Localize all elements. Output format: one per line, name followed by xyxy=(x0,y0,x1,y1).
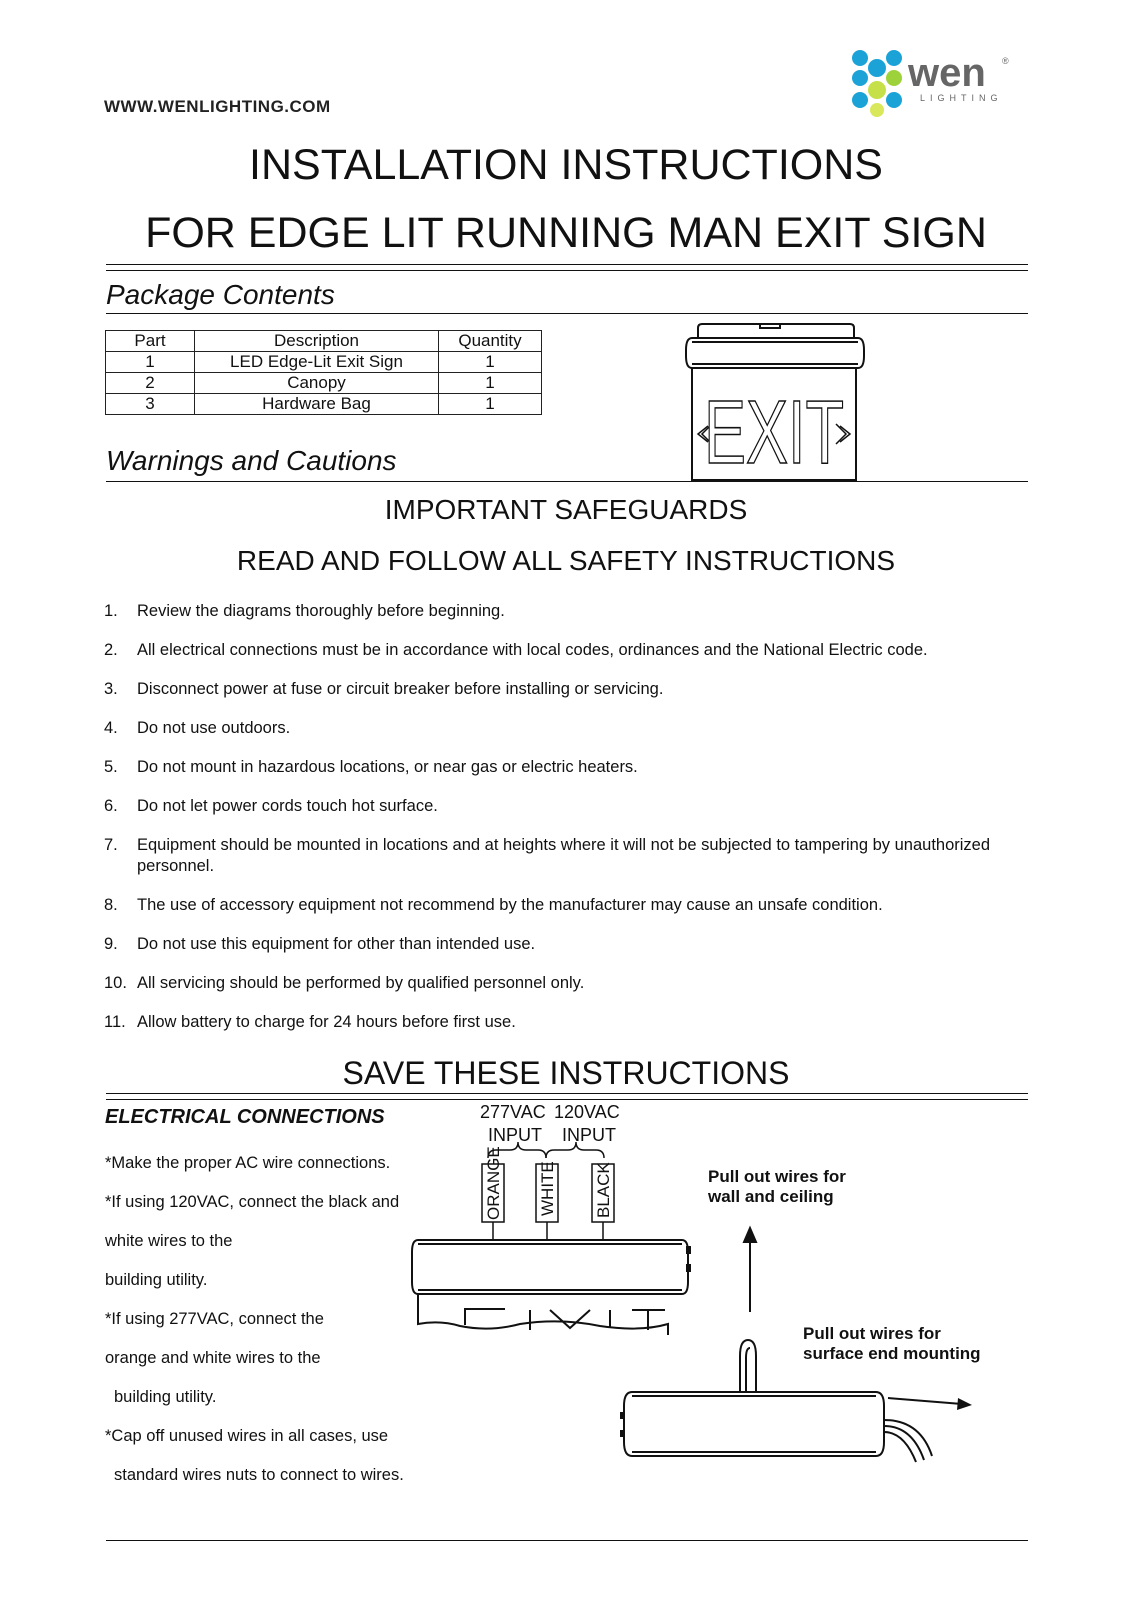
electrical-line: *If using 277VAC, connect the xyxy=(105,1310,324,1328)
electrical-line: building utility. xyxy=(114,1388,217,1406)
list-item: 4. Do not use outdoors. xyxy=(104,719,291,737)
exit-sign-illustration xyxy=(680,318,870,486)
svg-text:LIGHTING: LIGHTING xyxy=(920,93,1003,103)
up-arrow-icon xyxy=(744,1228,756,1242)
package-contents-table xyxy=(105,330,542,415)
warnings-heading: Warnings and Cautions xyxy=(106,445,397,476)
package-contents-heading: Package Contents xyxy=(106,279,335,310)
list-item: 1. Review the diagrams thoroughly before beginning. xyxy=(104,602,505,620)
wen-lighting-logo xyxy=(852,48,1032,118)
svg-text:Pull out wires for: Pull out wires for xyxy=(708,1167,846,1186)
svg-text:wall and ceiling: wall and ceiling xyxy=(708,1187,834,1206)
title-line-2: FOR EDGE LIT RUNNING MAN EXIT SIGN xyxy=(145,209,987,257)
wiring-diagram xyxy=(410,1100,1030,1500)
title-rule-bottom xyxy=(106,270,1028,271)
electrical-line: standard wires nuts to connect to wires. xyxy=(114,1466,404,1484)
table-cell: Hardware Bag xyxy=(195,394,439,415)
svg-text:INPUT: INPUT xyxy=(562,1125,616,1145)
table-cell: Canopy xyxy=(195,373,439,394)
logo-mark-icon xyxy=(852,50,902,117)
website-url: WWW.WENLIGHTING.COM xyxy=(104,97,331,116)
electrical-connections-heading: ELECTRICAL CONNECTIONS xyxy=(105,1106,385,1128)
svg-text:277VAC: 277VAC xyxy=(480,1102,546,1122)
package-rule xyxy=(106,313,1028,314)
footer-rule xyxy=(106,1540,1028,1541)
list-item: 6. Do not let power cords touch hot surface. xyxy=(104,797,438,815)
svg-text:ORANGE: ORANGE xyxy=(484,1146,503,1220)
list-item: 9. Do not use this equipment for other than intended use. xyxy=(104,935,536,953)
table-cell: 1 xyxy=(106,352,195,373)
table-cell: 1 xyxy=(439,373,542,394)
svg-text:120VAC: 120VAC xyxy=(554,1102,620,1122)
list-item: 2. All electrical connections must be in accordance with local codes, ordinances and the National Electric code. xyxy=(104,641,928,659)
list-item: 10. All servicing should be performed by qualified personnel only. xyxy=(104,974,585,992)
svg-text:EXIT: EXIT xyxy=(703,383,845,483)
col-description-header: Description xyxy=(195,331,439,352)
table-header-row xyxy=(106,331,542,352)
electrical-line: *Cap off unused wires in all cases, use xyxy=(105,1427,389,1445)
table-cell: LED Edge-Lit Exit Sign xyxy=(195,352,439,373)
list-item: 7. Equipment should be mounted in locations and at heights where it will not be subjected to tampering by unauthorized personnel. xyxy=(104,836,991,875)
table-row xyxy=(106,394,542,415)
col-quantity-header: Quantity xyxy=(439,331,542,352)
list-item: 5. Do not mount in hazardous locations, or near gas or electric heaters. xyxy=(104,758,638,776)
electrical-line: building utility. xyxy=(105,1271,208,1289)
table-row xyxy=(106,373,542,394)
svg-text:surface end mounting: surface end mounting xyxy=(803,1344,981,1363)
electrical-line: orange and white wires to the xyxy=(105,1349,321,1367)
list-item: 11. Allow battery to charge for 24 hours before first use. xyxy=(104,1013,516,1031)
warnings-rule xyxy=(106,481,1028,482)
table-row xyxy=(106,352,542,373)
save-instructions: SAVE THESE INSTRUCTIONS xyxy=(342,1055,790,1091)
safety-list xyxy=(104,601,1034,1051)
col-part-header: Part xyxy=(106,331,195,352)
electrical-line: *If using 120VAC, connect the black and xyxy=(105,1193,400,1211)
table-cell: 3 xyxy=(106,394,195,415)
svg-text:wen: wen xyxy=(908,51,986,95)
electrical-line: white wires to the xyxy=(105,1232,233,1250)
important-safeguards: IMPORTANT SAFEGUARDS xyxy=(384,494,748,525)
svg-text:WHITE: WHITE xyxy=(538,1161,557,1216)
svg-text:®: ® xyxy=(1002,56,1009,66)
svg-text:BLACK: BLACK xyxy=(594,1162,613,1218)
list-item: 3. Disconnect power at fuse or circuit breaker before installing or servicing. xyxy=(104,680,664,698)
right-arrow-icon xyxy=(957,1398,972,1410)
title-line-1: INSTALLATION INSTRUCTIONS xyxy=(249,141,883,189)
list-item: 8. The use of accessory equipment not recommend by the manufacturer may cause an unsafe condition. xyxy=(104,896,883,914)
save-rule-top xyxy=(106,1093,1028,1094)
title-rule-top xyxy=(106,264,1028,265)
svg-text:Pull out wires for: Pull out wires for xyxy=(803,1324,941,1343)
table-cell: 1 xyxy=(439,352,542,373)
table-cell: 1 xyxy=(439,394,542,415)
read-and-follow: READ AND FOLLOW ALL SAFETY INSTRUCTIONS xyxy=(236,545,896,576)
table-cell: 2 xyxy=(106,373,195,394)
svg-text:INPUT: INPUT xyxy=(488,1125,542,1145)
electrical-line: *Make the proper AC wire connections. xyxy=(105,1154,391,1172)
